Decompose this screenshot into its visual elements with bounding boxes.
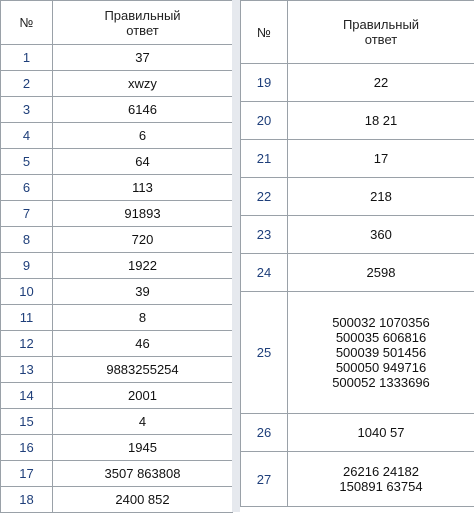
header-number: № [1, 1, 53, 45]
table-row [241, 178, 474, 216]
answer-value: 8 [53, 305, 233, 331]
table-row [1, 97, 233, 123]
table-row [241, 102, 474, 140]
task-number: 24 [241, 254, 288, 292]
column-gap [232, 0, 240, 512]
task-number: 23 [241, 216, 288, 254]
table-row [1, 487, 233, 513]
table-row [1, 305, 233, 331]
answer-value: 9883255254 [53, 357, 233, 383]
table-row [241, 414, 474, 452]
task-number: 2 [1, 71, 53, 97]
answer-value: 2001 [53, 383, 233, 409]
table-row [1, 357, 233, 383]
answer-value: 2400 852 [53, 487, 233, 513]
task-number: 27 [241, 452, 288, 507]
task-number: 19 [241, 64, 288, 102]
table-row [1, 461, 233, 487]
header-correct-answer: Правильный ответ [53, 1, 233, 45]
task-number: 17 [1, 461, 53, 487]
answer-value: 3507 863808 [53, 461, 233, 487]
answer-value: 91893 [53, 201, 233, 227]
header-number: № [241, 1, 288, 64]
answer-value: 4 [53, 409, 233, 435]
header-row [241, 1, 474, 64]
table-row [1, 435, 233, 461]
answer-value: 6146 [53, 97, 233, 123]
task-number: 12 [1, 331, 53, 357]
answer-value: xwzy [53, 71, 233, 97]
task-number: 26 [241, 414, 288, 452]
table-row [1, 253, 233, 279]
table-row [241, 64, 474, 102]
answer-value: 1945 [53, 435, 233, 461]
table-row [241, 452, 474, 507]
table-row [1, 227, 233, 253]
table-row [241, 254, 474, 292]
task-number: 14 [1, 383, 53, 409]
answer-value: 720 [53, 227, 233, 253]
answer-value: 113 [53, 175, 233, 201]
answer-value: 18 21 [288, 102, 474, 140]
task-number: 25 [241, 292, 288, 414]
table-row [241, 216, 474, 254]
answer-value: 37 [53, 45, 233, 71]
task-number: 16 [1, 435, 53, 461]
task-number: 6 [1, 175, 53, 201]
task-number: 9 [1, 253, 53, 279]
task-number: 3 [1, 97, 53, 123]
answers-table-left [0, 0, 233, 513]
answer-value: 500032 1070356 500035 606816 500039 501456 500050 949716 500052 1333696 [288, 292, 474, 414]
answers-table-right [240, 0, 474, 507]
task-number: 11 [1, 305, 53, 331]
answer-value: 17 [288, 140, 474, 178]
task-number: 20 [241, 102, 288, 140]
answer-value: 360 [288, 216, 474, 254]
task-number: 13 [1, 357, 53, 383]
table-row [1, 45, 233, 71]
answer-value: 1922 [53, 253, 233, 279]
answer-value: 6 [53, 123, 233, 149]
task-number: 22 [241, 178, 288, 216]
table-row [1, 201, 233, 227]
answer-value: 46 [53, 331, 233, 357]
answer-value: 1040 57 [288, 414, 474, 452]
answer-value: 218 [288, 178, 474, 216]
task-number: 15 [1, 409, 53, 435]
table-row [1, 123, 233, 149]
answer-value: 26216 24182 150891 63754 [288, 452, 474, 507]
table-row [1, 279, 233, 305]
answer-value: 2598 [288, 254, 474, 292]
answer-value: 22 [288, 64, 474, 102]
answer-value: 39 [53, 279, 233, 305]
table-row [1, 175, 233, 201]
header-row [1, 1, 233, 45]
table-row [1, 409, 233, 435]
task-number: 18 [1, 487, 53, 513]
task-number: 21 [241, 140, 288, 178]
table-row [1, 331, 233, 357]
task-number: 1 [1, 45, 53, 71]
answer-value: 64 [53, 149, 233, 175]
task-number: 8 [1, 227, 53, 253]
table-row [1, 149, 233, 175]
task-number: 7 [1, 201, 53, 227]
header-correct-answer: Правильный ответ [288, 1, 474, 64]
task-number: 5 [1, 149, 53, 175]
task-number: 4 [1, 123, 53, 149]
table-row [241, 292, 474, 414]
task-number: 10 [1, 279, 53, 305]
table-row [1, 71, 233, 97]
table-row [1, 383, 233, 409]
table-row [241, 140, 474, 178]
